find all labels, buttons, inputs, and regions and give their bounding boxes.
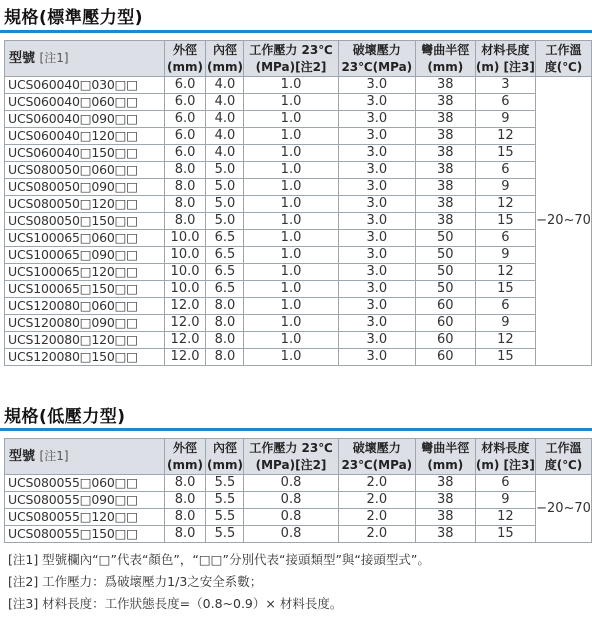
cell-material-length: 6 (475, 298, 535, 315)
cell-material-length: 3 (475, 77, 535, 94)
cell-outer-diameter: 12.0 (164, 332, 206, 349)
table-row (5, 526, 592, 543)
cell-model: UCS100065□090□□ (5, 247, 165, 264)
cell-bend-radius: 38 (416, 128, 476, 145)
cell-outer-diameter: 10.0 (164, 281, 206, 298)
cell-outer-diameter: 8.0 (164, 492, 206, 509)
cell-inner-diameter: 5.5 (206, 492, 244, 509)
cell-model: UCS080050□150□□ (5, 213, 165, 230)
cell-outer-diameter: 8.0 (164, 509, 206, 526)
cell-outer-diameter: 10.0 (164, 230, 206, 247)
cell-outer-diameter: 10.0 (164, 264, 206, 281)
cell-outer-diameter: 12.0 (164, 315, 206, 332)
cell-inner-diameter: 5.5 (206, 526, 244, 543)
cell-model: UCS080050□060□□ (5, 162, 165, 179)
cell-inner-diameter: 5.5 (206, 475, 244, 492)
cell-bend-radius: 60 (416, 332, 476, 349)
cell-working-pressure: 1.0 (244, 332, 338, 349)
cell-bend-radius: 38 (416, 94, 476, 111)
cell-inner-diameter: 5.0 (206, 179, 244, 196)
cell-bend-radius: 50 (416, 264, 476, 281)
cell-inner-diameter: 6.5 (206, 230, 244, 247)
table-row (5, 298, 592, 315)
cell-bend-radius: 38 (416, 77, 476, 94)
cell-model: UCS060040□060□□ (5, 94, 165, 111)
cell-working-pressure: 0.8 (244, 475, 338, 492)
cell-burst-pressure: 3.0 (338, 230, 415, 247)
cell-working-pressure: 0.8 (244, 509, 338, 526)
header-inner-diameter: 內徑 (mm) (206, 439, 244, 475)
cell-material-length: 15 (475, 349, 535, 366)
cell-inner-diameter: 5.5 (206, 509, 244, 526)
cell-model: UCS060040□150□□ (5, 145, 165, 162)
cell-burst-pressure: 3.0 (338, 315, 415, 332)
cell-working-pressure: 1.0 (244, 94, 338, 111)
table-row (5, 179, 592, 196)
cell-outer-diameter: 6.0 (164, 77, 206, 94)
cell-inner-diameter: 4.0 (206, 145, 244, 162)
table-row (5, 509, 592, 526)
cell-burst-pressure: 3.0 (338, 94, 415, 111)
cell-model: UCS060040□030□□ (5, 77, 165, 94)
cell-inner-diameter: 6.5 (206, 247, 244, 264)
header-material-length: 材料長度 (m) [注3] (475, 439, 535, 475)
header-inner-diameter: 內徑 (mm) (206, 41, 244, 77)
cell-material-length: 12 (475, 264, 535, 281)
cell-model: UCS120080□090□□ (5, 315, 165, 332)
cell-working-pressure: 1.0 (244, 213, 338, 230)
table-row (5, 315, 592, 332)
cell-bend-radius: 38 (416, 162, 476, 179)
cell-model: UCS060040□090□□ (5, 111, 165, 128)
cell-inner-diameter: 4.0 (206, 77, 244, 94)
cell-outer-diameter: 12.0 (164, 298, 206, 315)
cell-burst-pressure: 3.0 (338, 264, 415, 281)
cell-model: UCS080055□060□□ (5, 475, 165, 492)
cell-inner-diameter: 8.0 (206, 315, 244, 332)
cell-material-length: 12 (475, 332, 535, 349)
cell-working-pressure: 1.0 (244, 230, 338, 247)
cell-material-length: 6 (475, 162, 535, 179)
cell-model: UCS120080□120□□ (5, 332, 165, 349)
header-bend-radius: 彎曲半徑 (mm) (416, 41, 476, 77)
table-row (5, 128, 592, 145)
cell-burst-pressure: 3.0 (338, 332, 415, 349)
cell-burst-pressure: 3.0 (338, 298, 415, 315)
cell-bend-radius: 38 (416, 213, 476, 230)
cell-bend-radius: 38 (416, 179, 476, 196)
table-row (5, 247, 592, 264)
cell-bend-radius: 38 (416, 145, 476, 162)
table-row (5, 230, 592, 247)
cell-burst-pressure: 2.0 (338, 509, 415, 526)
table-row (5, 492, 592, 509)
cell-outer-diameter: 8.0 (164, 179, 206, 196)
header-working-pressure: 工作壓力 23℃ (MPa)[注2] (244, 41, 338, 77)
cell-inner-diameter: 5.0 (206, 162, 244, 179)
spec-table-low (4, 438, 592, 543)
cell-outer-diameter: 12.0 (164, 349, 206, 366)
header-bend-radius: 彎曲半徑 (mm) (416, 439, 476, 475)
cell-outer-diameter: 8.0 (164, 475, 206, 492)
table-row (5, 281, 592, 298)
footnotes (8, 549, 430, 615)
cell-model: UCS120080□150□□ (5, 349, 165, 366)
cell-material-length: 12 (475, 196, 535, 213)
cell-burst-pressure: 2.0 (338, 475, 415, 492)
cell-burst-pressure: 2.0 (338, 526, 415, 543)
cell-burst-pressure: 3.0 (338, 162, 415, 179)
cell-working-pressure: 1.0 (244, 281, 338, 298)
cell-model: UCS080050□120□□ (5, 196, 165, 213)
section-title-low: 規格(低壓力型) (4, 407, 126, 427)
cell-burst-pressure: 3.0 (338, 281, 415, 298)
table-row (5, 213, 592, 230)
cell-bend-radius: 38 (416, 111, 476, 128)
cell-bend-radius: 50 (416, 281, 476, 298)
header-model: 型號 [注1] (5, 41, 165, 77)
cell-material-length: 12 (475, 128, 535, 145)
cell-outer-diameter: 6.0 (164, 145, 206, 162)
cell-model: UCS060040□120□□ (5, 128, 165, 145)
cell-model: UCS100065□120□□ (5, 264, 165, 281)
cell-material-length: 6 (475, 475, 535, 492)
header-working-temperature: 工作溫 度(℃) (536, 41, 592, 77)
table-row (5, 196, 592, 213)
cell-model: UCS100065□060□□ (5, 230, 165, 247)
spec-table-standard (4, 40, 592, 366)
table-row (5, 162, 592, 179)
cell-working-pressure: 1.0 (244, 349, 338, 366)
header-outer-diameter: 外徑 (mm) (164, 439, 206, 475)
cell-working-pressure: 1.0 (244, 77, 338, 94)
cell-model: UCS080050□090□□ (5, 179, 165, 196)
table-row (5, 264, 592, 281)
cell-bend-radius: 38 (416, 475, 476, 492)
cell-burst-pressure: 3.0 (338, 213, 415, 230)
cell-inner-diameter: 8.0 (206, 298, 244, 315)
cell-bend-radius: 60 (416, 349, 476, 366)
footnote-1: [注1] 型號欄內“□”代表“顏色”，“□□”分別代表“接頭類型”與“接頭型式”。 (8, 552, 430, 567)
section-divider-low (0, 428, 592, 431)
cell-bend-radius: 50 (416, 247, 476, 264)
cell-inner-diameter: 4.0 (206, 111, 244, 128)
cell-inner-diameter: 4.0 (206, 94, 244, 111)
cell-working-pressure: 1.0 (244, 162, 338, 179)
header-outer-diameter: 外徑 (mm) (164, 41, 206, 77)
cell-model: UCS100065□150□□ (5, 281, 165, 298)
cell-inner-diameter: 5.0 (206, 213, 244, 230)
table-row (5, 77, 592, 94)
cell-working-pressure: 0.8 (244, 492, 338, 509)
section-divider-standard (0, 30, 592, 33)
cell-model: UCS080055□120□□ (5, 509, 165, 526)
header-working-pressure: 工作壓力 23℃ (MPa)[注2] (244, 439, 338, 475)
cell-inner-diameter: 8.0 (206, 349, 244, 366)
cell-material-length: 9 (475, 179, 535, 196)
cell-bend-radius: 38 (416, 492, 476, 509)
cell-bend-radius: 60 (416, 298, 476, 315)
cell-outer-diameter: 6.0 (164, 111, 206, 128)
cell-outer-diameter: 8.0 (164, 162, 206, 179)
cell-inner-diameter: 4.0 (206, 128, 244, 145)
table-row (5, 111, 592, 128)
cell-working-pressure: 1.0 (244, 128, 338, 145)
cell-burst-pressure: 3.0 (338, 145, 415, 162)
table-row (5, 475, 592, 492)
header-model: 型號 [注1] (5, 439, 165, 475)
cell-working-temperature: −20~70 (536, 475, 592, 543)
cell-inner-diameter: 6.5 (206, 264, 244, 281)
table-row (5, 145, 592, 162)
cell-material-length: 15 (475, 526, 535, 543)
cell-working-pressure: 1.0 (244, 179, 338, 196)
header-burst-pressure: 破壞壓力 23℃(MPa) (338, 41, 415, 77)
cell-material-length: 6 (475, 230, 535, 247)
cell-working-pressure: 1.0 (244, 315, 338, 332)
cell-outer-diameter: 8.0 (164, 526, 206, 543)
cell-material-length: 15 (475, 281, 535, 298)
cell-burst-pressure: 2.0 (338, 492, 415, 509)
cell-inner-diameter: 6.5 (206, 281, 244, 298)
header-burst-pressure: 破壞壓力 23℃(MPa) (338, 439, 415, 475)
cell-bend-radius: 50 (416, 230, 476, 247)
cell-outer-diameter: 6.0 (164, 128, 206, 145)
table-row (5, 94, 592, 111)
cell-burst-pressure: 3.0 (338, 111, 415, 128)
cell-model: UCS080055□090□□ (5, 492, 165, 509)
cell-material-length: 6 (475, 94, 535, 111)
cell-working-pressure: 1.0 (244, 196, 338, 213)
cell-bend-radius: 38 (416, 509, 476, 526)
cell-bend-radius: 38 (416, 196, 476, 213)
cell-working-temperature: −20~70 (536, 77, 592, 366)
footnote-3: [注3] 材料長度：工作狀態長度=（0.8~0.9）× 材料長度。 (8, 596, 343, 611)
cell-outer-diameter: 10.0 (164, 247, 206, 264)
cell-material-length: 9 (475, 315, 535, 332)
cell-burst-pressure: 3.0 (338, 179, 415, 196)
cell-working-pressure: 0.8 (244, 526, 338, 543)
cell-burst-pressure: 3.0 (338, 349, 415, 366)
section-title-standard: 規格(標準壓力型) (4, 8, 144, 28)
cell-working-pressure: 1.0 (244, 298, 338, 315)
cell-model: UCS120080□060□□ (5, 298, 165, 315)
cell-material-length: 9 (475, 492, 535, 509)
cell-working-pressure: 1.0 (244, 247, 338, 264)
cell-burst-pressure: 3.0 (338, 247, 415, 264)
cell-outer-diameter: 8.0 (164, 196, 206, 213)
cell-burst-pressure: 3.0 (338, 196, 415, 213)
cell-working-pressure: 1.0 (244, 145, 338, 162)
cell-bend-radius: 60 (416, 315, 476, 332)
header-material-length: 材料長度 (m) [注3] (475, 41, 535, 77)
cell-burst-pressure: 3.0 (338, 77, 415, 94)
cell-working-pressure: 1.0 (244, 111, 338, 128)
cell-burst-pressure: 3.0 (338, 128, 415, 145)
cell-bend-radius: 38 (416, 526, 476, 543)
cell-outer-diameter: 6.0 (164, 94, 206, 111)
cell-material-length: 9 (475, 247, 535, 264)
cell-material-length: 12 (475, 509, 535, 526)
cell-model: UCS080055□150□□ (5, 526, 165, 543)
cell-outer-diameter: 8.0 (164, 213, 206, 230)
cell-inner-diameter: 5.0 (206, 196, 244, 213)
cell-material-length: 9 (475, 111, 535, 128)
table-row (5, 349, 592, 366)
cell-inner-diameter: 8.0 (206, 332, 244, 349)
cell-material-length: 15 (475, 145, 535, 162)
cell-material-length: 15 (475, 213, 535, 230)
footnote-2: [注2] 工作壓力：爲破壞壓力1/3之安全系數； (8, 574, 263, 589)
cell-working-pressure: 1.0 (244, 264, 338, 281)
table-row (5, 332, 592, 349)
header-working-temperature: 工作溫 度(℃) (536, 439, 592, 475)
